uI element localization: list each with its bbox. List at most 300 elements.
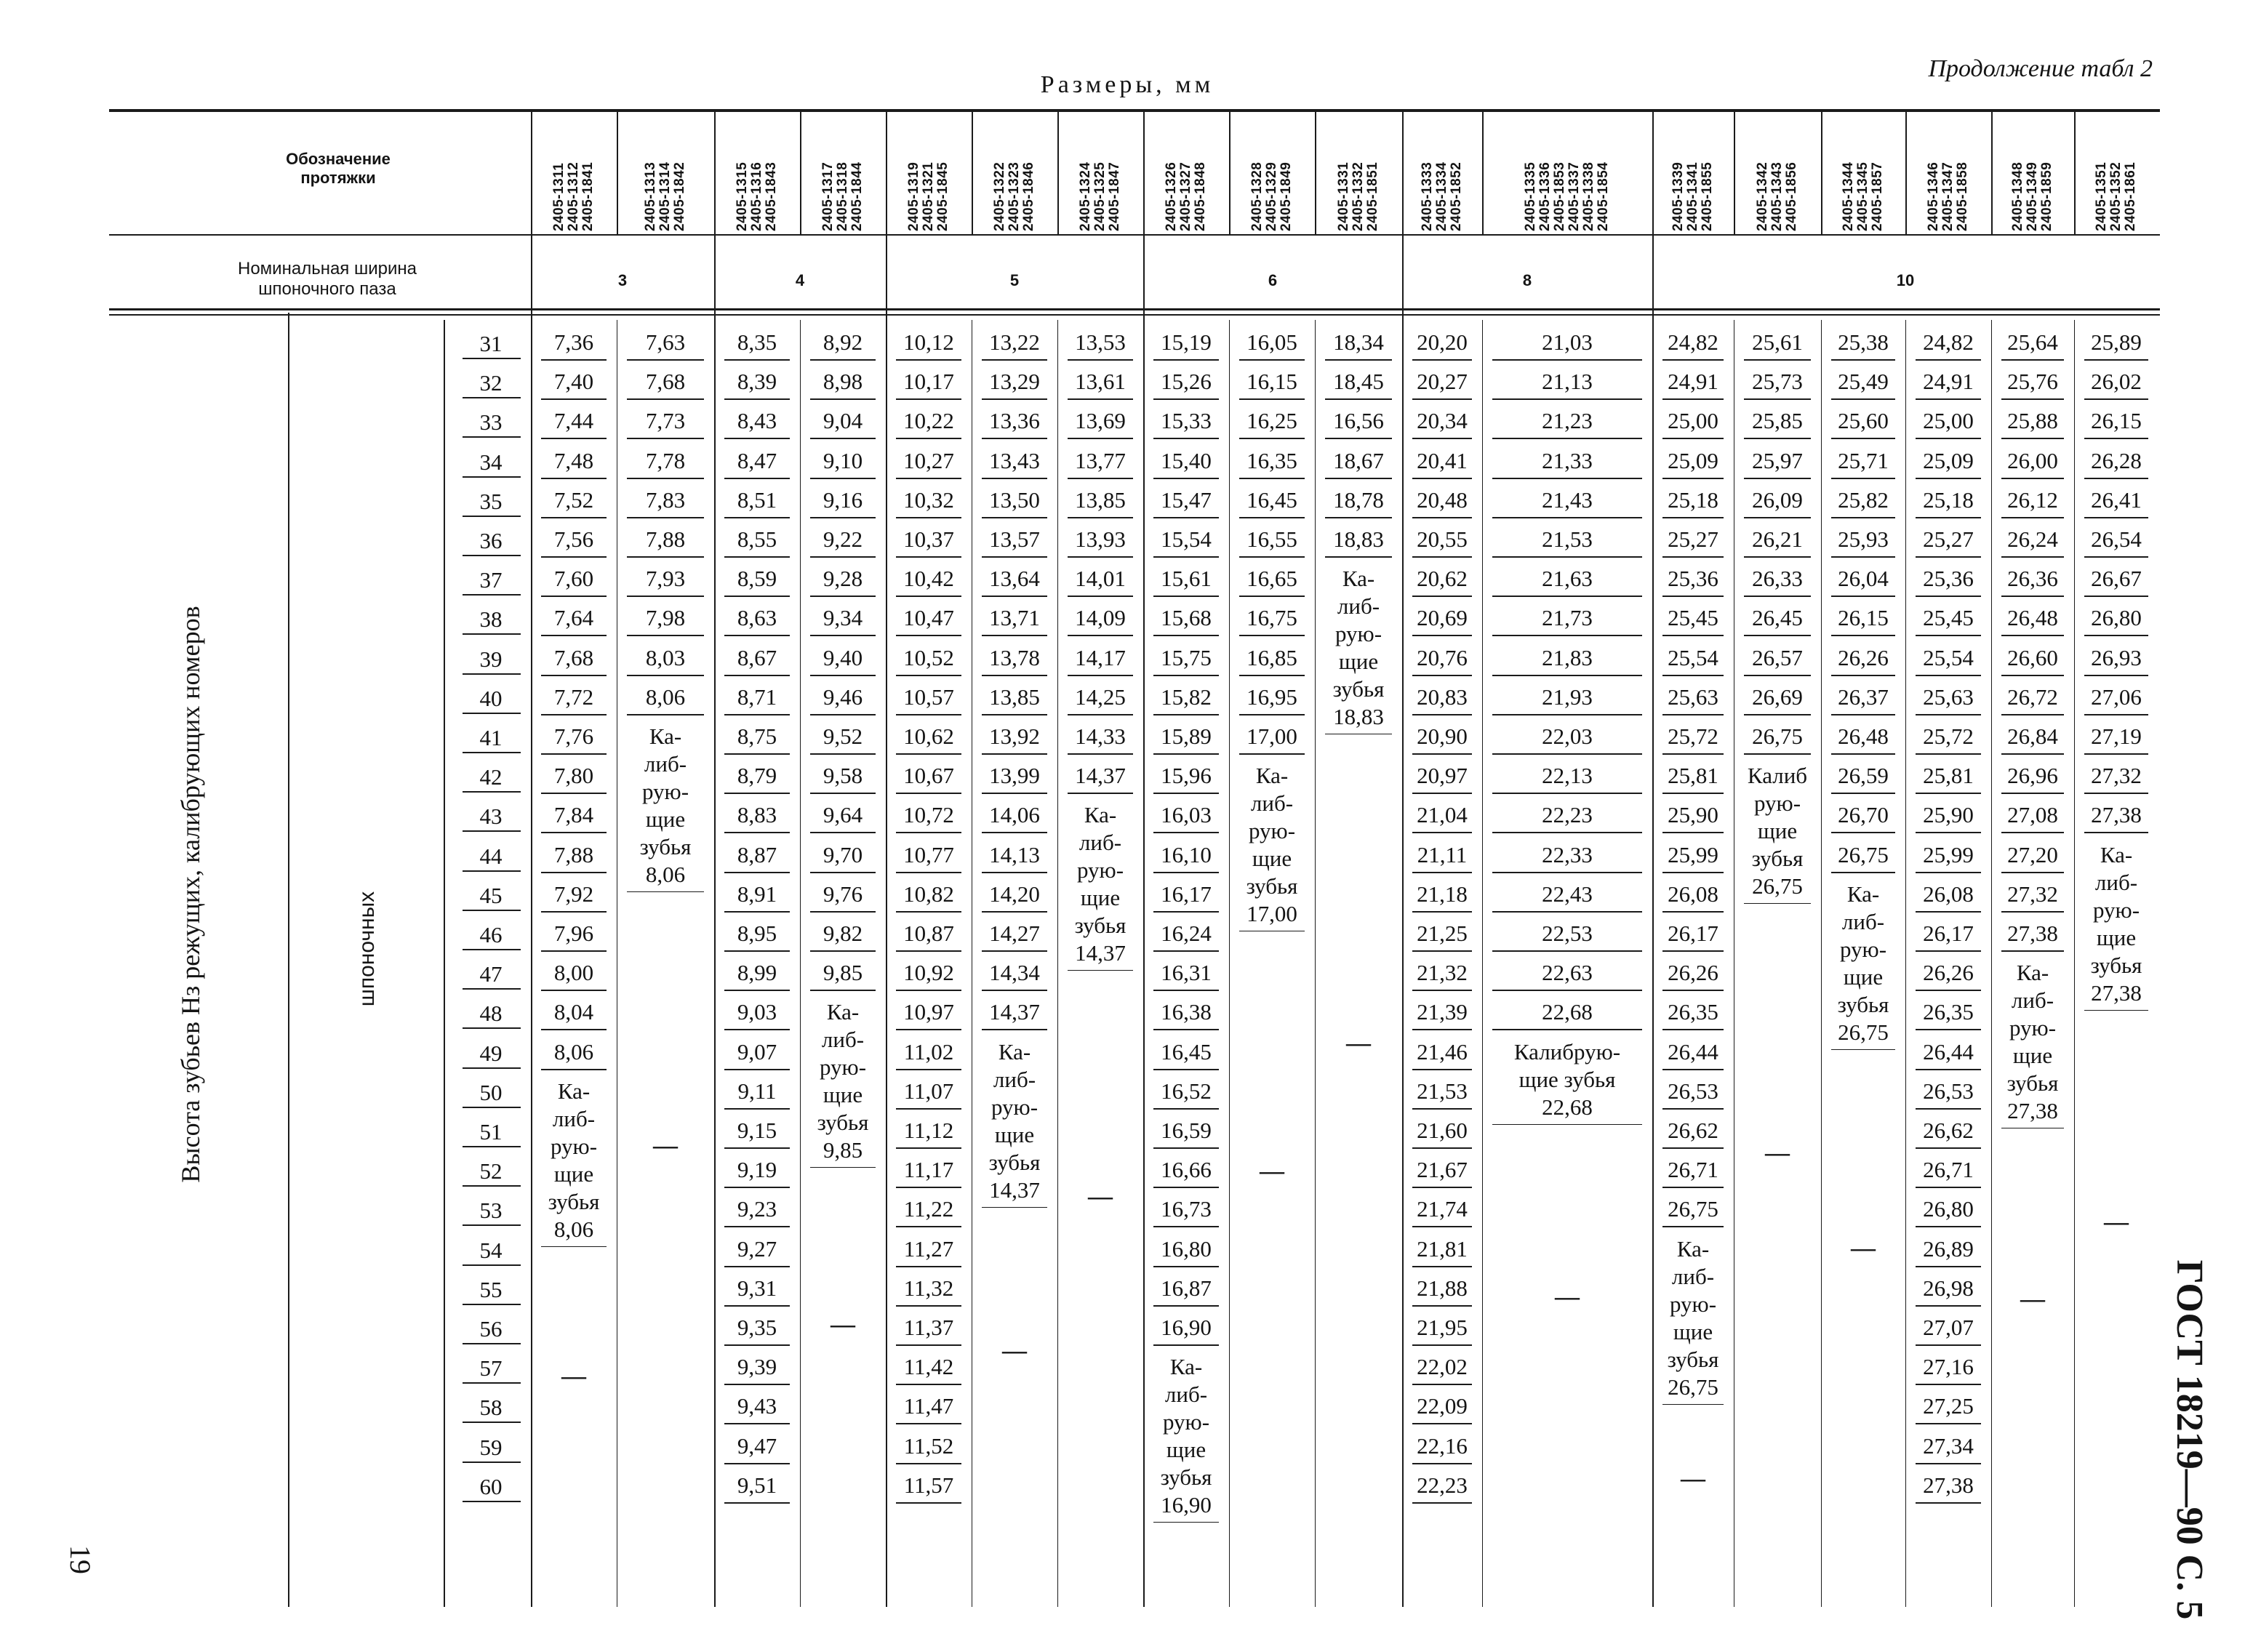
row-number-underline [463,949,521,950]
value-cell: 24,91 [1923,369,1974,395]
row-number-underline [463,1461,521,1463]
code-label: 2405-1842 [672,161,687,231]
value-cell: 24,82 [1668,329,1718,355]
row-number: 48 [479,1001,503,1027]
value-cell: 26,98 [1923,1275,1974,1301]
value-underline [1412,1147,1472,1149]
value-cell: 26,62 [1923,1118,1974,1143]
value-cell: 25,60 [1838,408,1889,434]
value-underline [1068,714,1133,715]
value-underline [1492,832,1642,833]
value-underline [1492,438,1642,439]
value-underline [1662,714,1724,715]
value-underline [627,675,704,676]
code-header-cell [1164,119,1208,231]
value-cell: 21,93 [1542,683,1593,710]
value-underline [896,635,961,636]
value-cell: 11,22 [903,1196,954,1222]
value-cell: 16,87 [1161,1275,1212,1301]
value-underline [1492,990,1642,991]
value-cell: 15,40 [1161,447,1212,473]
value-underline [1662,398,1724,400]
value-underline [2084,438,2148,439]
value-underline [2084,635,2148,636]
column-divider [1315,112,1316,234]
column-divider [800,112,801,234]
value-cell: 21,81 [1417,1235,1468,1262]
value-underline [1153,398,1219,400]
value-underline [2084,478,2148,479]
value-underline [1744,359,1811,361]
value-underline [724,990,790,991]
value-cell: 9,15 [737,1118,777,1143]
value-cell: 9,22 [823,526,863,552]
value-cell: 26,59 [1838,763,1889,789]
code-label: 2405-1859 [2039,161,2054,231]
value-underline [627,714,704,715]
value-underline [896,1069,961,1070]
value-cell: 13,57 [989,526,1040,552]
value-cell: 20,55 [1417,526,1468,552]
value-underline [627,596,704,597]
value-cell: 26,67 [2091,566,2142,592]
value-cell: 20,48 [1417,486,1468,513]
value-cell: 27,32 [2091,763,2142,789]
value-underline [724,832,790,833]
value-cell: 26,08 [1668,881,1718,907]
value-underline [724,1187,790,1188]
value-cell: 11,52 [903,1432,954,1459]
value-cell: 16,80 [1161,1235,1212,1262]
value-underline [1412,1423,1472,1424]
value-cell: 10,82 [903,881,954,907]
value-underline [1412,635,1472,636]
value-cell: 11,07 [903,1078,954,1104]
value-cell: 26,17 [1923,921,1974,946]
value-underline [1153,478,1219,479]
value-underline [896,1384,961,1385]
code-label: 2405-1328 [1249,161,1265,231]
code-label: 2405-1857 [1870,161,1885,231]
value-cell: 26,72 [2007,683,2058,710]
row-number-underline [463,476,521,478]
value-cell: 13,43 [989,447,1040,473]
value-underline [1662,675,1724,676]
value-cell: 8,98 [823,369,863,395]
value-underline [982,517,1047,518]
dimensions-caption: Размеры, мм [1040,71,1214,98]
width-label: 4 [795,271,805,289]
column-divider [617,112,618,234]
value-cell: 21,13 [1542,369,1593,395]
value-cell: 10,37 [903,526,954,552]
row-number-underline [463,516,521,517]
value-underline [1153,675,1219,676]
value-underline [1153,438,1219,439]
value-underline [724,438,790,439]
value-underline [1831,753,1895,755]
value-cell: 16,05 [1246,329,1297,355]
rownum-left [444,320,445,1607]
value-underline [810,793,876,794]
value-cell: 8,47 [737,447,777,473]
value-underline [810,635,876,636]
code-label: 2405-1316 [749,161,764,231]
value-cell: 25,64 [2007,329,2058,355]
value-cell: 15,26 [1161,369,1212,395]
continuation-caption: Продолжение табл 2 [1928,55,2153,82]
value-cell: 25,38 [1838,329,1889,355]
value-underline [724,1266,790,1267]
code-label: 2405-1845 [935,161,951,231]
calibrating-teeth-note: Ка- либ- рую- щие зубья 8,06 [639,723,692,887]
value-underline [1662,1226,1724,1227]
value-cell: 25,97 [1752,447,1803,473]
value-underline [1412,438,1472,439]
code-label: 2405-1348 [2010,161,2025,231]
value-underline [1744,635,1811,636]
value-underline [1412,911,1472,913]
value-underline [541,478,607,479]
row-number: 44 [479,843,503,869]
code-label: 2405-1327 [1178,161,1193,231]
code-header-cell [1756,119,1799,231]
value-cell: 14,20 [989,881,1040,907]
row-number: 57 [479,1355,503,1382]
row-number: 43 [479,803,503,830]
value-cell: 16,31 [1161,960,1212,986]
code-label: 2405-1326 [1164,161,1179,231]
value-cell: 27,07 [1923,1315,1974,1340]
value-cell: 26,08 [1923,881,1974,907]
code-label: 2405-1851 [1365,161,1380,231]
value-cell: 8,03 [645,644,686,670]
value-cell: 10,27 [903,447,954,473]
code-label: 2405-1844 [849,161,865,231]
column-divider-body [1821,320,1822,1607]
value-cell: 26,26 [1668,960,1718,986]
value-underline [1916,596,1981,597]
value-cell: 16,65 [1246,566,1297,592]
value-cell: 15,82 [1161,683,1212,710]
value-cell: 26,44 [1668,1038,1718,1064]
value-underline [896,832,961,833]
value-cell: 7,68 [645,369,686,395]
value-cell: 20,69 [1417,605,1468,631]
page-number: 19 [64,1545,97,1574]
note-underline [541,1246,607,1247]
value-underline [1831,635,1895,636]
value-underline [1916,714,1981,715]
value-cell: 22,23 [1417,1472,1468,1498]
value-underline [1412,950,1472,952]
value-cell: 14,37 [989,999,1040,1025]
value-underline [1412,990,1472,991]
value-underline [2001,832,2064,833]
code-header-cell [1671,119,1715,231]
value-underline [1662,556,1724,558]
value-cell: 9,16 [823,486,863,513]
calibrating-teeth-note: Ка- либ- рую- щие зубья 18,83 [1332,566,1385,730]
value-underline [1068,359,1133,361]
value-underline [1916,1069,1981,1070]
value-cell: 25,18 [1923,486,1974,513]
top-rule [109,109,2160,112]
calibrating-teeth-note: Калибрую- щие зубья 22,68 [1513,1038,1621,1120]
value-underline [1492,478,1642,479]
value-underline [896,1423,961,1424]
value-cell: 26,35 [1923,999,1974,1025]
value-cell: 9,51 [737,1472,777,1498]
value-cell: 25,45 [1923,605,1974,631]
value-underline [1831,517,1895,518]
value-cell: 26,57 [1752,644,1803,670]
row-number-underline [463,1422,521,1423]
row-number: 33 [479,409,503,436]
value-cell: 8,75 [737,723,777,749]
value-underline [896,1502,961,1504]
code-label: 2405-1861 [2123,161,2138,231]
value-underline [1412,556,1472,558]
value-underline [724,1423,790,1424]
value-underline [1662,517,1724,518]
value-cell: 9,39 [737,1354,777,1380]
value-cell: 21,18 [1417,881,1468,907]
value-underline [810,990,876,991]
value-underline [1916,1423,1981,1424]
row-number: 59 [479,1434,503,1460]
code-header-cell [1420,119,1464,231]
empty-dash: — [1088,1183,1113,1211]
value-underline [1325,478,1392,479]
value-underline [627,359,704,361]
value-cell: 22,03 [1542,723,1593,749]
calibrating-teeth-note: Ка- либ- рую- щие зубья 27,38 [2006,960,2059,1124]
value-cell: 24,82 [1923,329,1974,355]
value-cell: 20,27 [1417,369,1468,395]
value-cell: 15,33 [1161,408,1212,434]
code-label: 2405-1344 [1841,161,1856,231]
value-underline [810,359,876,361]
value-cell: 26,71 [1923,1157,1974,1183]
value-cell: 21,03 [1542,329,1593,355]
value-cell: 16,17 [1161,881,1212,907]
value-underline [1916,753,1981,755]
value-cell: 25,36 [1668,566,1718,592]
value-cell: 7,63 [645,329,686,355]
row-number: 58 [479,1395,503,1421]
calibrating-teeth-note: Ка- либ- рую- щие зубья 9,85 [817,999,869,1163]
code-label: 2405-1317 [820,161,836,231]
value-cell: 7,76 [553,723,594,749]
value-cell: 26,26 [1923,960,1974,986]
value-cell: 26,53 [1923,1078,1974,1104]
value-cell: 8,99 [737,960,777,986]
value-cell: 15,19 [1161,329,1212,355]
value-underline [1153,1305,1219,1307]
left-frame [288,313,289,1607]
value-cell: 16,59 [1161,1118,1212,1143]
code-label: 2405-1849 [1278,161,1294,231]
value-underline [1412,832,1472,833]
value-cell: 25,00 [1923,408,1974,434]
value-cell: 26,75 [1752,723,1803,749]
value-cell: 13,71 [989,605,1040,631]
calibrating-teeth-note: Калиб рую- щие зубья 26,75 [1747,763,1808,899]
value-underline [1831,438,1895,439]
value-cell: 8,59 [737,566,777,592]
value-cell: 13,77 [1075,447,1126,473]
value-cell: 26,37 [1838,683,1889,710]
value-cell: 11,02 [903,1038,954,1064]
value-cell: 27,20 [2007,841,2058,867]
row-number-underline [463,436,521,438]
value-underline [1492,911,1642,913]
empty-dash: — [1555,1283,1580,1310]
value-underline [896,872,961,873]
value-cell: 25,93 [1838,526,1889,552]
value-underline [1153,556,1219,558]
value-cell: 10,12 [903,329,954,355]
row-number-underline [463,791,521,793]
code-label: 2405-1336 [1537,161,1553,231]
value-underline [541,1069,607,1070]
value-underline [1412,1344,1472,1346]
value-cell: 10,62 [903,723,954,749]
value-underline [724,675,790,676]
empty-dash: — [1346,1029,1371,1056]
value-underline [1916,1029,1981,1030]
value-underline [2001,950,2064,952]
value-underline [1239,753,1305,755]
value-underline [1412,517,1472,518]
code-label: 2405-1351 [2094,161,2109,231]
value-cell: 9,19 [737,1157,777,1183]
code-header-cell [552,119,596,231]
code-label: 2405-1841 [580,161,596,231]
row-number-underline [463,988,521,990]
value-underline [541,990,607,991]
code-label: 2405-1346 [1926,161,1941,231]
value-cell: 26,26 [1838,644,1889,670]
code-header-cell [1926,119,1970,231]
value-cell: 9,07 [737,1038,777,1064]
code-label: 2405-1313 [643,161,658,231]
value-cell: 25,85 [1752,408,1803,434]
value-underline [541,911,607,913]
value-cell: 7,78 [645,447,686,473]
value-underline [1662,950,1724,952]
code-label: 2405-1337 [1566,161,1582,231]
value-underline [1412,1069,1472,1070]
value-cell: 8,06 [645,683,686,710]
value-cell: 11,42 [903,1354,954,1380]
value-cell: 21,32 [1417,960,1468,986]
row-number: 53 [479,1198,503,1224]
value-cell: 8,91 [737,881,777,907]
empty-dash: — [1260,1158,1284,1185]
code-label: 2405-1855 [1700,161,1715,231]
value-underline [1662,1069,1724,1070]
value-underline [982,478,1047,479]
value-cell: 7,40 [553,369,594,395]
value-cell: 13,61 [1075,369,1126,395]
value-cell: 22,43 [1542,881,1593,907]
value-cell: 7,80 [553,763,594,789]
value-cell: 21,53 [1417,1078,1468,1104]
value-cell: 25,36 [1923,566,1974,592]
value-underline [541,635,607,636]
value-underline [1153,753,1219,755]
value-underline [2001,359,2064,361]
column-divider [1734,112,1735,234]
value-cell: 27,25 [1923,1393,1974,1419]
calibrating-teeth-note: Ка- либ- рую- щие зубья 26,75 [1667,1235,1719,1400]
value-cell: 20,83 [1417,683,1468,710]
value-underline [896,1344,961,1346]
value-cell: 21,73 [1542,605,1593,631]
column-divider-body [1905,320,1906,1607]
value-underline [1492,675,1642,676]
row-number-underline [463,1264,521,1266]
row-number: 49 [479,1040,503,1066]
value-cell: 16,24 [1161,921,1212,946]
code-label: 2405-1342 [1755,161,1770,231]
column-divider-body [2074,320,2075,1607]
column-divider-body [1991,320,1992,1607]
value-underline [724,556,790,558]
value-cell: 8,55 [737,526,777,552]
value-cell: 25,54 [1668,644,1718,670]
value-cell: 13,85 [1075,486,1126,513]
value-cell: 13,99 [989,763,1040,789]
value-underline [1744,398,1811,400]
value-cell: 14,17 [1075,644,1126,670]
empty-dash: — [2020,1286,2045,1313]
value-cell: 21,95 [1417,1315,1468,1340]
value-cell: 11,17 [903,1157,954,1183]
width-label: 3 [617,271,628,289]
value-underline [2001,911,2064,913]
value-cell: 21,53 [1542,526,1593,552]
column-divider [1821,112,1822,234]
value-underline [810,753,876,755]
value-underline [1831,556,1895,558]
value-underline [896,517,961,518]
code-label: 2405-1339 [1670,161,1686,231]
value-underline [1239,556,1305,558]
value-underline [1153,1147,1219,1149]
value-cell: 22,16 [1417,1432,1468,1459]
code-header-cell [644,119,687,231]
value-underline [1153,714,1219,715]
value-cell: 22,53 [1542,921,1593,946]
value-cell: 7,48 [553,447,594,473]
row-number: 46 [479,922,503,947]
calibrating-teeth-note: Ка- либ- рую- щие зубья 26,75 [1837,881,1889,1045]
value-cell: 15,75 [1161,644,1212,670]
value-underline [896,714,961,715]
value-cell: 16,15 [1246,369,1297,395]
value-cell: 11,27 [903,1235,954,1262]
value-cell: 22,02 [1417,1354,1468,1380]
value-cell: 25,89 [2091,329,2142,355]
value-cell: 16,35 [1246,447,1297,473]
value-cell: 21,25 [1417,921,1468,946]
note-underline [1831,1049,1895,1050]
row-number-underline [463,555,521,556]
value-cell: 9,04 [823,408,863,434]
